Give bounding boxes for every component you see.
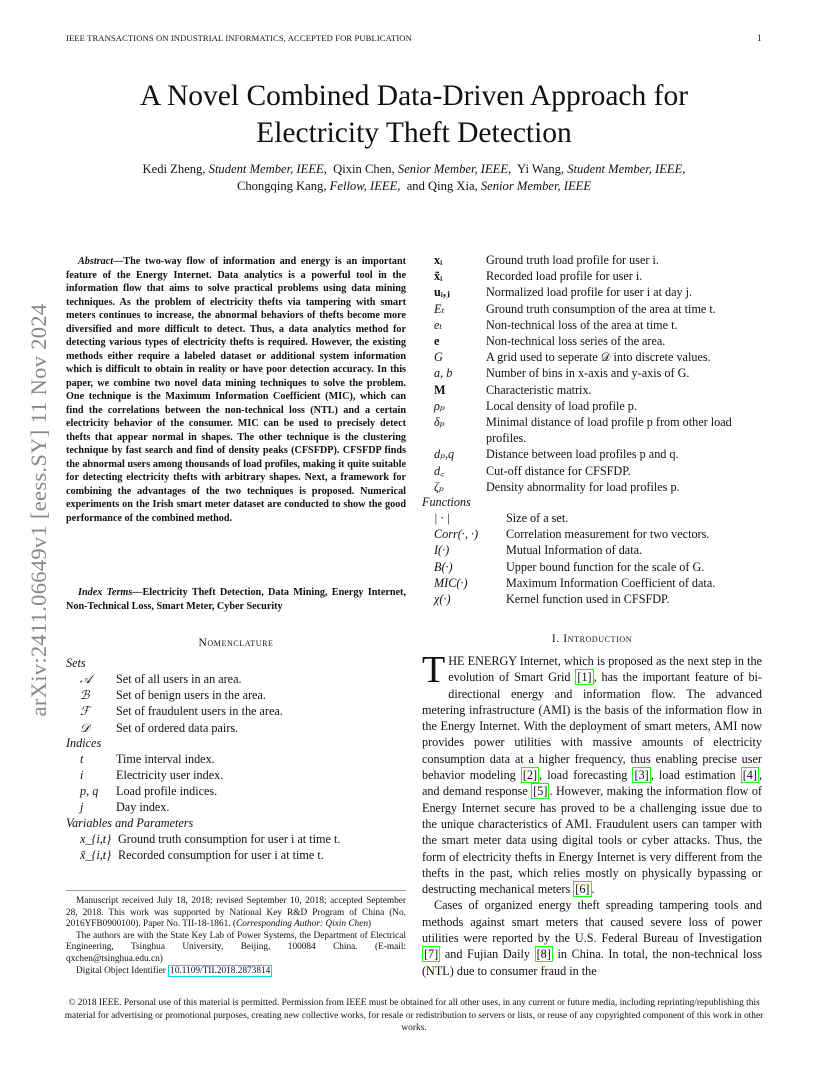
- title-line-2: Electricity Theft Detection: [256, 117, 572, 149]
- nomenclature-row: [422, 463, 762, 479]
- index-terms: [66, 586, 406, 613]
- paper-title: [60, 78, 768, 152]
- nom-symbol: δₚ: [434, 415, 445, 430]
- intro-lead-caps: HE ENERGY: [448, 654, 517, 668]
- nom-symbol: ζₚ: [434, 479, 444, 494]
- nomenclature-row: [66, 751, 406, 767]
- nomenclature-row: [66, 783, 406, 799]
- nomenclature-row: [422, 591, 762, 607]
- intro-paragraph-1: [422, 649, 763, 897]
- nomenclature-row: [422, 382, 762, 398]
- footnote-text: ): [367, 919, 372, 930]
- nom-description: Set of fraudulent users in the area.: [116, 704, 283, 719]
- nomenclature-row: [422, 526, 762, 542]
- citation-link[interactable]: [4]: [742, 768, 757, 783]
- nomenclature-row: [422, 365, 762, 381]
- nom-symbol: M: [434, 382, 446, 397]
- nom-description: Normalized load profile for user i at day j.: [486, 285, 693, 300]
- nomenclature-row: [66, 767, 406, 783]
- nomenclature-row: [422, 301, 762, 317]
- nomenclature-row: [422, 333, 762, 349]
- sets-heading: Sets: [66, 656, 86, 670]
- citation-link[interactable]: [1]: [577, 670, 592, 685]
- nom-symbol: p, q: [80, 784, 99, 799]
- doi-label: Digital Object Identifier: [76, 965, 169, 976]
- nomenclature-row: [422, 284, 762, 300]
- nom-symbol: MIC(·): [434, 575, 468, 590]
- author-role: Senior Member, IEEE,: [397, 162, 512, 176]
- intro-text: Cases of organized energy theft spreading tampering tools and methods against smart meters that caused severe loss of power utilities were reported by the U.S. Federal Bureau of Investigation: [422, 898, 762, 946]
- doi-link[interactable]: 10.1109/TII.2018.2873814: [170, 965, 271, 976]
- nom-description: Upper bound function for the scale of G.: [506, 559, 705, 574]
- nomenclature-row: [422, 349, 762, 365]
- nom-description: Ground truth consumption for user i at time t.: [118, 831, 341, 846]
- nomenclature-row: [422, 414, 762, 446]
- nom-symbol: B(·): [434, 559, 453, 574]
- nom-symbol: ρₚ: [434, 398, 445, 413]
- author-role: Fellow, IEEE,: [329, 179, 401, 193]
- footnote-rule: [66, 890, 406, 891]
- author-line-1: [60, 161, 768, 178]
- nomenclature-row: [66, 831, 406, 847]
- nom-symbol: 𝒜: [80, 672, 92, 686]
- nomenclature-row: [422, 510, 762, 526]
- copyright-notice: © 2018 IEEE. Personal use of this material is permitted. Permission from IEEE must be obtained for all other uses, in any current or future media, including reprinting/republishing this material for advertising or promotional purposes, creating new collective works, for resale or redistribution to servers or lists, or reuse of any copyrighted component of this work in other works.: [64, 998, 764, 1033]
- introduction-body: [422, 649, 763, 979]
- arxiv-identifier: arXiv:2411.06649v1 [eess.SY] 11 Nov 2024: [26, 303, 51, 717]
- footnote-text: Manuscript received July 18, 2018; revised September 10, 2018; accepted September 28, 2018. This work was supported by National Key R&D Program of China (No. 2016YFB0900100). Paper No. TII-18-1861. (: [66, 896, 406, 930]
- nom-description: Ground truth consumption of the area at time t.: [486, 301, 716, 316]
- nom-description: Density abnormality for load profiles p.: [486, 479, 680, 494]
- footnote: [66, 896, 406, 977]
- nom-symbol: d꜀: [434, 463, 445, 478]
- intro-text: and Fujian Daily: [440, 947, 535, 962]
- nomenclature-continued: [422, 252, 762, 607]
- footnote-doi: [66, 966, 406, 978]
- nom-symbol: a, b: [434, 366, 453, 381]
- nom-symbol: ℱ: [80, 704, 90, 719]
- nom-symbol: Eₜ: [434, 301, 445, 316]
- author-name: Kedi Zheng,: [142, 162, 206, 176]
- nom-symbol: ℬ: [80, 688, 90, 703]
- nom-symbol: uᵢ,ⱼ: [434, 285, 450, 300]
- nom-description: Ground truth load profile for user i.: [486, 253, 659, 267]
- nom-description: Cut-off distance for CFSFDP.: [486, 463, 631, 478]
- nom-description: Recorded load profile for user i.: [486, 269, 643, 284]
- nom-description: Non-technical loss of the area at time t.: [486, 317, 678, 332]
- nom-symbol: e: [434, 334, 440, 349]
- nom-description: Non-technical loss series of the area.: [486, 334, 666, 349]
- nom-description: Mutual Information of data.: [506, 543, 643, 558]
- nomenclature-row: [422, 317, 762, 333]
- citation-link[interactable]: [7]: [424, 947, 439, 962]
- nomenclature-row: [422, 479, 762, 495]
- nom-symbol: x_{i,t}: [80, 831, 112, 846]
- nom-description: Load profile indices.: [116, 784, 218, 799]
- nom-description: Maximum Information Coefficient of data.: [506, 575, 716, 590]
- nomenclature-row: [422, 559, 762, 575]
- abstract: [66, 255, 406, 525]
- nom-description: A grid used to seperate 𝒟 into discrete values.: [486, 350, 711, 365]
- nom-symbol: Corr(·, ·): [434, 527, 479, 542]
- nomenclature-row: [66, 720, 406, 736]
- nom-description: Number of bins in x-axis and y-axis of G.: [486, 366, 690, 381]
- citation-link[interactable]: [6]: [575, 882, 590, 897]
- nom-description: Recorded consumption for user i at time t.: [118, 847, 324, 862]
- nom-symbol: xᵢ: [434, 253, 443, 267]
- nomenclature-row: [422, 446, 762, 462]
- nomenclature-list: [66, 656, 406, 863]
- nomenclature-row: [422, 398, 762, 414]
- citation-link[interactable]: [2]: [522, 768, 538, 783]
- functions-heading: Functions: [422, 495, 471, 510]
- intro-paragraph-2: [422, 897, 762, 978]
- introduction-heading: I. Introduction: [551, 633, 633, 645]
- nom-symbol: eₜ: [434, 317, 443, 332]
- author-role: Student Member, IEEE,: [208, 162, 327, 176]
- nomenclature-row: [66, 687, 406, 703]
- nomenclature-heading: Nomenclature: [198, 637, 274, 649]
- nom-symbol: G: [434, 350, 443, 365]
- intro-text: .: [591, 882, 595, 897]
- drop-cap: T: [422, 649, 446, 691]
- nom-description: Set of ordered data pairs.: [116, 720, 239, 735]
- citation-link[interactable]: [8]: [536, 947, 551, 962]
- author-role: Student Member, IEEE,: [567, 162, 686, 176]
- author-name: Qixin Chen,: [333, 162, 395, 176]
- citation-link[interactable]: [5]: [533, 784, 548, 799]
- title-line-1: A Novel Combined Data-Driven Approach for: [139, 80, 689, 112]
- intro-text: , load forecasting: [539, 768, 633, 783]
- nom-symbol: I(·): [434, 543, 450, 558]
- nom-symbol: x̃_{i,t}: [80, 847, 112, 862]
- nomenclature-row: [422, 542, 762, 558]
- nomenclature-row: [66, 847, 406, 863]
- author-name: and Qing Xia,: [406, 179, 478, 193]
- nom-description: Local density of load profile p.: [486, 398, 637, 413]
- nomenclature-row: [422, 268, 762, 284]
- nom-description: Kernel function used in CFSFDP.: [506, 592, 670, 607]
- abstract-lead: Abstract: [78, 256, 114, 267]
- intro-text: . However, making the information flow of Energy Internet secure has proved to be a challenging issue due to the unique characteristics of AMI. Fraudulent users can tamper with the smart meter data using digital tools or cyber attacks. Thus, the form of electricity thefts in Energy Internet is very different from the thefts in the past, which relies mostly on physically bypassing or destructing mechanical meters: [422, 784, 762, 897]
- nom-symbol: | · |: [434, 511, 450, 526]
- nomenclature-row: [66, 799, 406, 815]
- nom-symbol: t: [80, 751, 84, 766]
- running-header: IEEE TRANSACTIONS ON INDUSTRIAL INFORMATICS, ACCEPTED FOR PUBLICATION: [66, 33, 412, 43]
- citation-link[interactable]: [3]: [634, 768, 649, 783]
- nom-description: Distance between load profiles p and q.: [486, 447, 679, 462]
- nom-description: Electricity user index.: [116, 768, 224, 783]
- abstract-text: —The two-way flow of information and energy is an important feature of the Energy Internet. Data analytics is a powerful tool in the information flow that aims to solve practical problems using data mining techniques. As the problem of electricity thefts via tampering with smart meters continues to increase, the abnormal behaviors of thefts become more diversified and more difficult to detect. Thus, a data analytics method for detecting various types of electricity thefts is required. However, the existing methods either require a labeled dataset or additional system information which is difficult to obtain in reality or have poor detection accuracy. In this paper, we combine two novel data mining techniques to solve the problem. One technique is the Maximum Information Coefficient (MIC), which can find the correlations between the non-technical loss (NTL) and a certain electricity behavior of the consumer. MIC can be used to precisely detect thefts that appear normal in shapes. The other technique is the clustering technique by fast search and find of density peaks (CFSFDP). CFSFDP finds the abnormal users among thousands of load profiles, making it quite suitable for detecting electricity thefts with arbitrary shapes. Next, a framework for combining the advantages of the two techniques is proposed. Numerical experiments on the Irish smart meter dataset are conducted to show the good performance of the combined method.: [66, 256, 406, 524]
- nomenclature-row: [422, 252, 762, 268]
- nom-symbol: i: [80, 768, 84, 783]
- nom-symbol: dₚ,q: [434, 447, 455, 462]
- nomenclature-row: [422, 575, 762, 591]
- intro-text: , and demand response: [422, 768, 762, 799]
- nom-description: Correlation measurement for two vectors.: [506, 527, 710, 542]
- footnote-manuscript: [66, 896, 406, 931]
- nom-description: Characteristic matrix.: [486, 382, 592, 397]
- nomenclature-row: [66, 671, 406, 687]
- nom-symbol: j: [80, 800, 84, 815]
- nomenclature-row: [66, 703, 406, 719]
- nom-description: Time interval index.: [116, 751, 215, 766]
- author-line-2: [60, 178, 768, 195]
- nom-description: Size of a set.: [506, 511, 569, 526]
- nom-symbol: χ(·): [434, 592, 451, 607]
- intro-text: in China. In total, the non-technical loss (NTL) due to consumer fraud in the: [422, 947, 762, 978]
- nom-description: Set of benign users in the area.: [116, 688, 266, 703]
- page-number: 1: [757, 33, 762, 43]
- index-terms-text: —Electricity Theft Detection, Data Mining, Energy Internet, Non-Technical Loss, Smart Meter, Cyber Security: [66, 587, 406, 612]
- intro-text: , load estimation: [650, 768, 741, 783]
- author-role: Senior Member, IEEE: [480, 179, 592, 193]
- nom-symbol: 𝒟: [80, 720, 90, 735]
- arxiv-sidebar: [24, 270, 54, 750]
- nom-description: Minimal distance of load profile p from other load profiles.: [486, 415, 732, 446]
- corresponding-author: Corresponding Author: Qixin Chen: [236, 919, 368, 930]
- author-name: Yi Wang,: [517, 162, 565, 176]
- author-list: [60, 161, 768, 195]
- author-name: Chongqing Kang,: [236, 179, 327, 193]
- index-terms-lead: Index Terms: [78, 587, 133, 598]
- footnote-affiliation: The authors are with the State Key Lab of Power Systems, the Department of Electrical Engineering, Tsinghua University, Beijing, 100084 China. (E-mail: qxchen@tsinghua.edu.cn): [66, 930, 406, 964]
- variables-heading: Variables and Parameters: [66, 815, 194, 830]
- intro-text: Internet, which is proposed as the next step in the evolution of Smart Grid: [448, 654, 763, 685]
- indices-heading: Indices: [66, 735, 102, 750]
- intro-text: , has the important feature of bi-directional energy and information flow. The advanced metering infrastructure (AMI) is the basis of the information flow in the Energy Internet. With the deployment of smart meters, AMI now provides power utilities with massive amounts of electricity consumption data at a higher frequency, thus enabling precise user behavior modeling: [422, 670, 762, 783]
- nom-description: Day index.: [116, 800, 170, 815]
- nom-description: Set of all users in an area.: [116, 672, 242, 686]
- nom-symbol: x̃ᵢ: [434, 269, 443, 284]
